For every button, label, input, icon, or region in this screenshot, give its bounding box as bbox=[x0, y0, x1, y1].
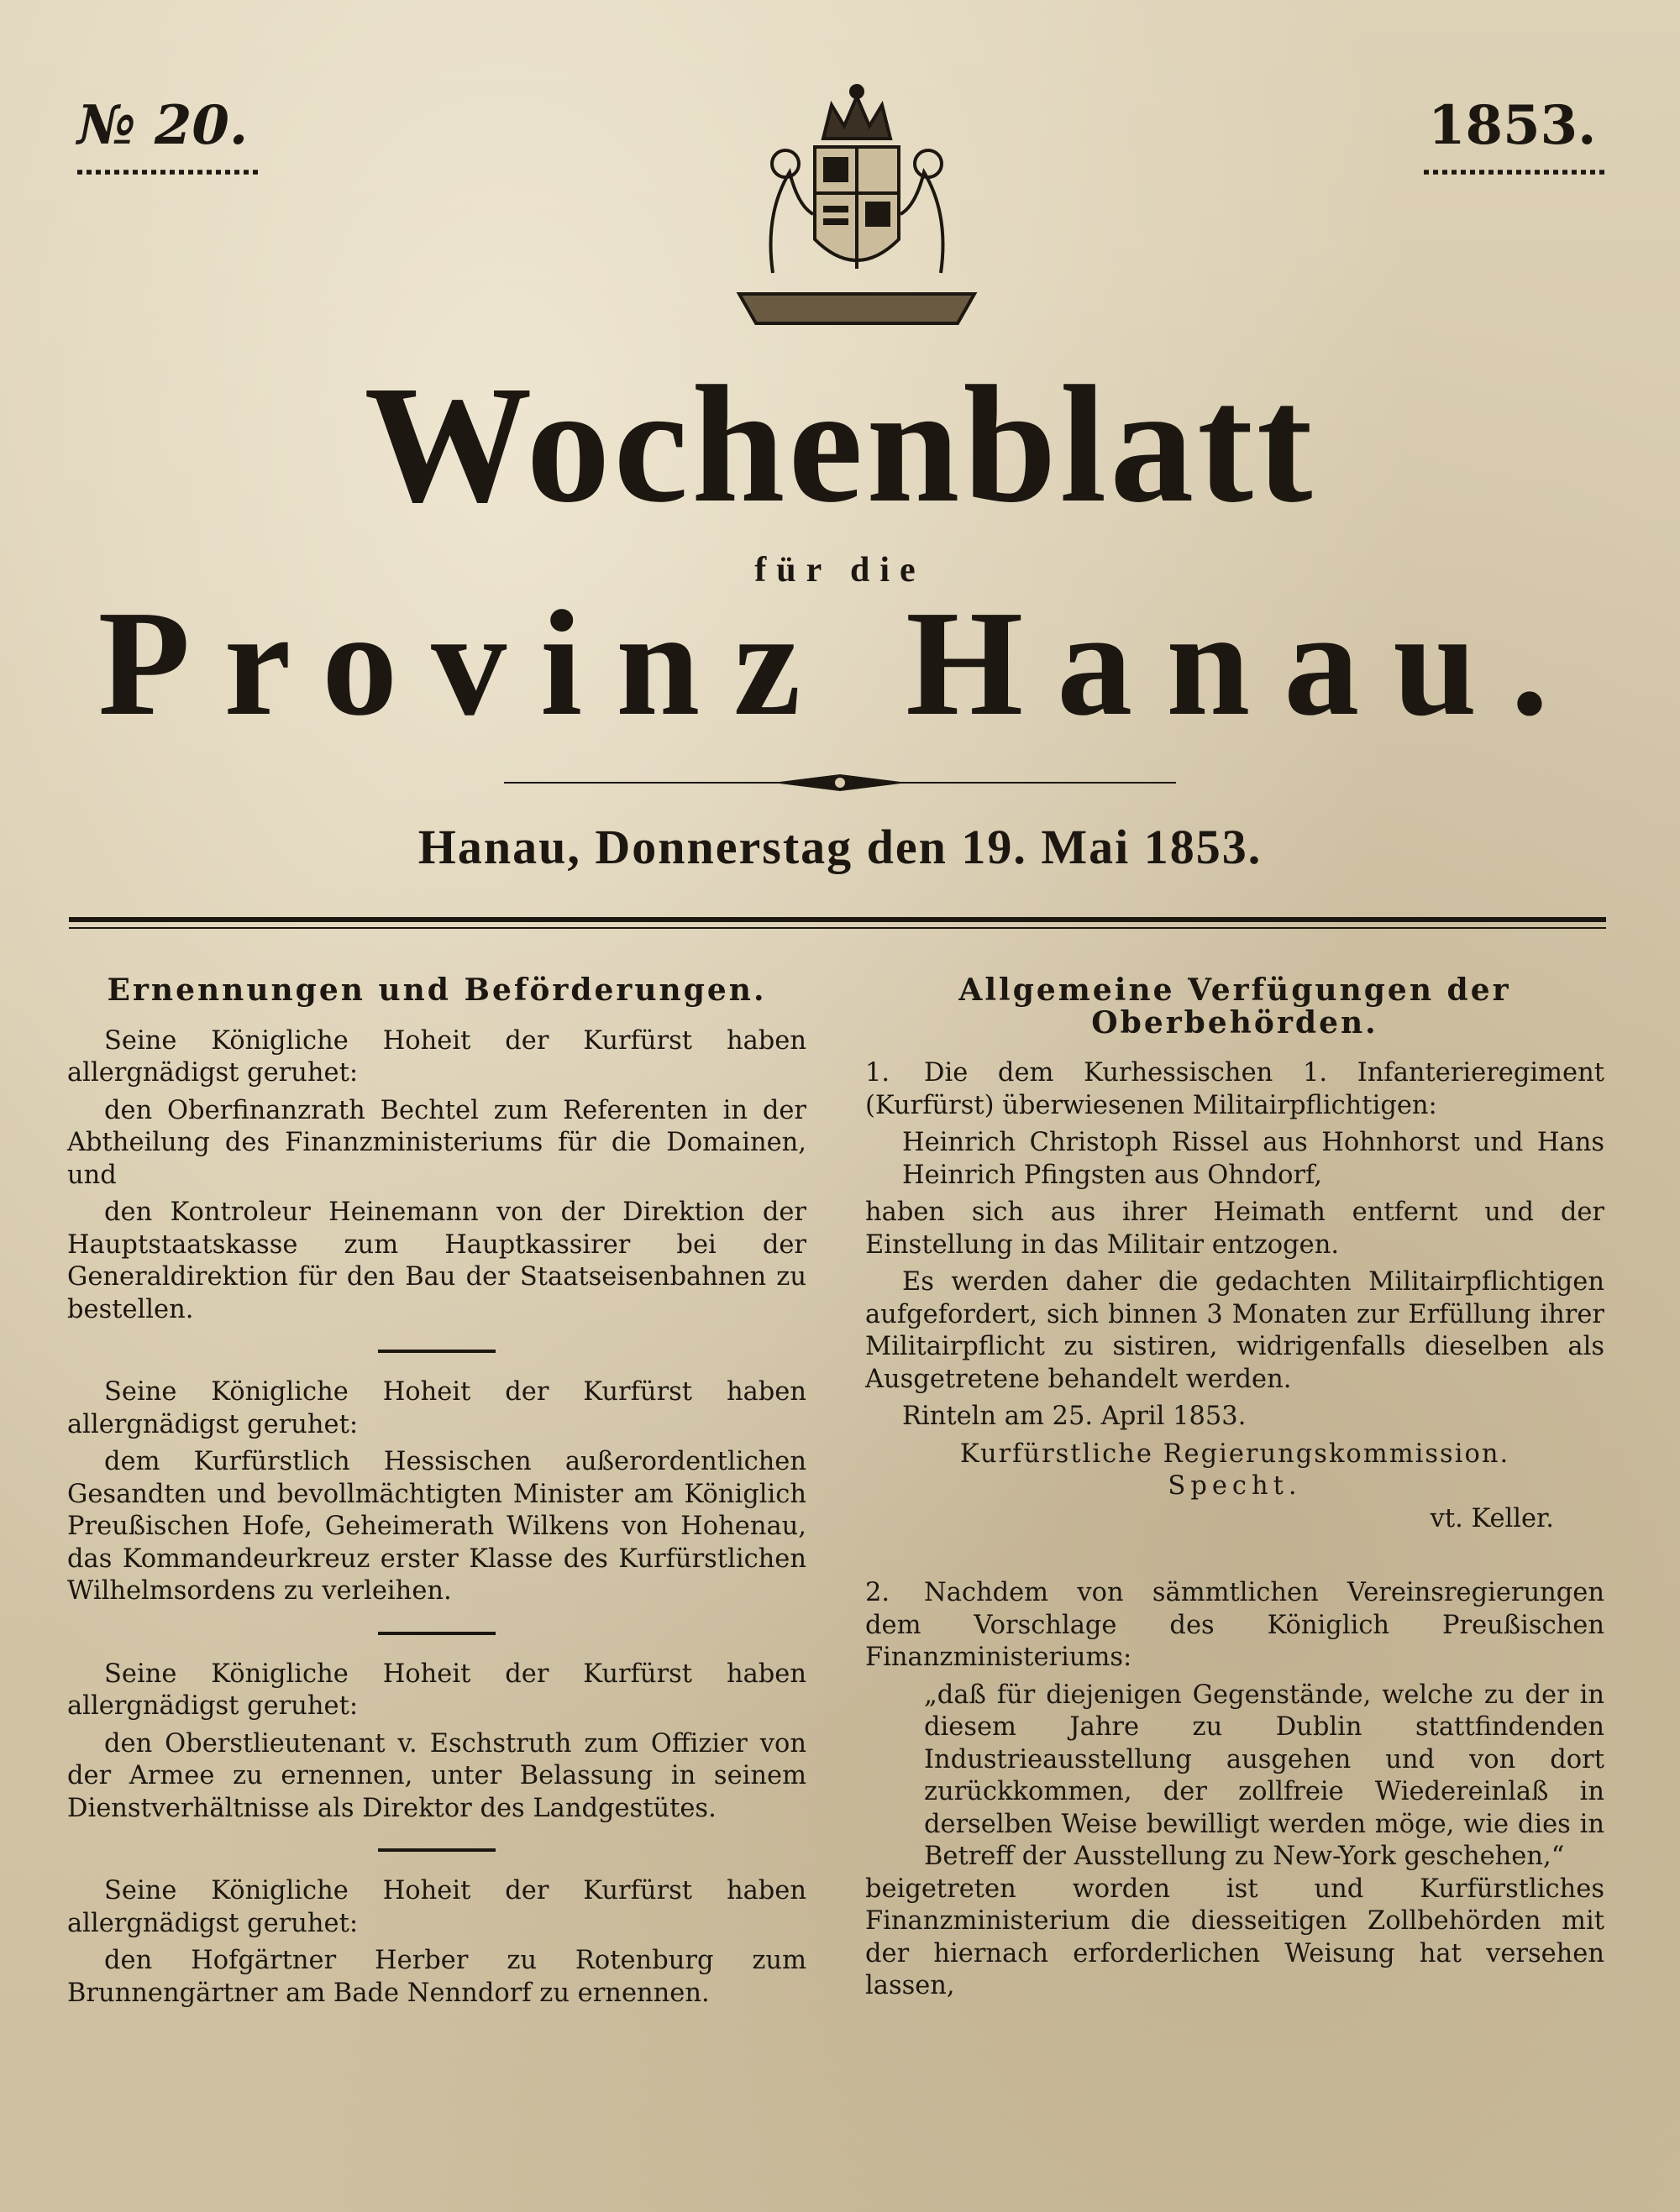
entry-intro: Seine Königliche Hoheit der Kurfürst haben allergnädigst geruhet: bbox=[67, 1659, 806, 1721]
ordinance-quote: „daß für diejenigen Gegenstände, welche zu der in diesem Jahre zu Dublin stattfindenden Industrieausstellung ausgehen und von dort zurückkommen, der zollfreie Wiedereinlaß in derselben Weise bewilligt werden möge, wie dies in Betreff der Ausstellung zu New-York geschehen,“ bbox=[924, 1680, 1604, 1871]
ordinance-item bbox=[865, 1577, 1604, 2003]
entry-body: den Hofgärtner Herber zu Rotenburg zum Brunnengärtner am Bade Nenndorf zu ernennen. bbox=[67, 1946, 806, 2008]
entry-body: den Kontroleur Heinemann von der Direktion der Hauptstaatskasse zum Hauptkassirer bei der Generaldirektion für den Bau der Staatseisenbahnen zu bestellen. bbox=[67, 1198, 806, 1324]
ordinance-intro-text: Nachdem von sämmtlichen Vereinsregierungen dem Vorschlage des Königlich Preußischen Finanzministeriums: bbox=[865, 1578, 1604, 1672]
ordinance-body: Es werden daher die gedachten Militairpflichtigen aufgefordert, sich binnen 3 Monaten zur Erfüllung ihrer Militairpflicht zu sistiren, widrigenfalls dieselben als Ausgetretene behandelt werden. bbox=[865, 1267, 1604, 1394]
header-rule bbox=[69, 917, 1606, 922]
ordinance-countersign: vt. Keller. bbox=[1430, 1503, 1554, 1533]
newspaper-title: Wochenblatt bbox=[364, 352, 1316, 537]
section-separator bbox=[378, 1350, 496, 1353]
issue-year-underline bbox=[1424, 166, 1609, 178]
section-separator bbox=[378, 1848, 496, 1852]
entry-body: dem Kurfürstlich Hessischen außerordentlichen Gesandten und bevollmächtigten Minister am Königlich Preußischen Hofe, Geheimerath Wilkens von Hohenau, das Kommandeurkreuz erster Klasse des Kurfürstlichen Wilhelmsordens zu verleihen. bbox=[67, 1447, 806, 1606]
issue-number-underline bbox=[77, 166, 262, 178]
left-heading: Ernennungen und Beförderungen. bbox=[107, 972, 767, 1008]
ordinance-item bbox=[865, 1057, 1604, 1535]
left-column bbox=[67, 974, 806, 2015]
issue-year: 1853. bbox=[1428, 94, 1597, 157]
entry-intro: Seine Königliche Hoheit der Kurfürst haben allergnädigst geruhet: bbox=[67, 1876, 806, 1938]
ordinance-body: beigetreten worden ist und Kurfürstliches Finanzministerium die diesseitigen Zollbehörden mit der hiernach erforderlichen Weisung hat versehen lassen, bbox=[865, 1874, 1604, 2000]
ordinance-signature: Specht. bbox=[1168, 1471, 1302, 1501]
entry-body: den Oberstlieutenant v. Eschstruth zum Offizier von der Armee zu ernennen, unter Belassung in seinem Dienstverhältnisse als Direktor des Landgestütes. bbox=[67, 1728, 806, 1823]
appointment-entry bbox=[67, 1659, 806, 1826]
ordinance-intro-text: Die dem Kurhessischen 1. Infanterieregiment (Kurfürst) überwiesenen Militairpflichtigen: bbox=[865, 1058, 1604, 1120]
ordinance-intro bbox=[865, 1577, 1604, 1675]
ordinance-number: 1. bbox=[865, 1058, 890, 1088]
right-column bbox=[865, 974, 1604, 2008]
appointment-entry bbox=[67, 1376, 806, 1608]
title-region: Provinz Hanau. bbox=[97, 579, 1583, 747]
entry-intro: Seine Königliche Hoheit der Kurfürst haben allergnädigst geruhet: bbox=[67, 1025, 806, 1088]
header-rule-thin bbox=[69, 927, 1606, 929]
coat-of-arms-icon bbox=[706, 80, 1008, 340]
ordinance-intro bbox=[865, 1057, 1604, 1122]
appointment-entry bbox=[67, 1875, 806, 2010]
ordinance-names: Heinrich Christoph Rissel aus Hohnhorst und Hans Heinrich Pfingsten aus Ohndorf, bbox=[902, 1128, 1604, 1190]
ordinance-authority: Kurfürstliche Regierungskommission. bbox=[959, 1439, 1510, 1469]
dateline: Hanau, Donnerstag den 19. Mai 1853. bbox=[417, 820, 1263, 874]
ornament-divider-icon bbox=[504, 773, 1176, 793]
entry-intro: Seine Königliche Hoheit der Kurfürst haben allergnädigst geruhet: bbox=[67, 1377, 806, 1439]
right-heading: Allgemeine Verfügungen der Oberbehörden. bbox=[958, 972, 1511, 1040]
appointment-entry bbox=[67, 1025, 806, 1327]
issue-number: № 20. bbox=[77, 94, 249, 157]
ordinance-number: 2. bbox=[865, 1578, 890, 1607]
ordinance-place-date: Rinteln am 25. April 1853. bbox=[902, 1402, 1247, 1431]
title-prefix: für die bbox=[754, 551, 926, 590]
ordinance-body: haben sich aus ihrer Heimath entfernt und der Einstellung in das Militair entzogen. bbox=[865, 1198, 1604, 1260]
entry-body: den Oberfinanzrath Bechtel zum Referenten in der Abtheilung des Finanzministeriums für die Domainen, und bbox=[67, 1095, 806, 1190]
section-separator bbox=[378, 1632, 496, 1635]
